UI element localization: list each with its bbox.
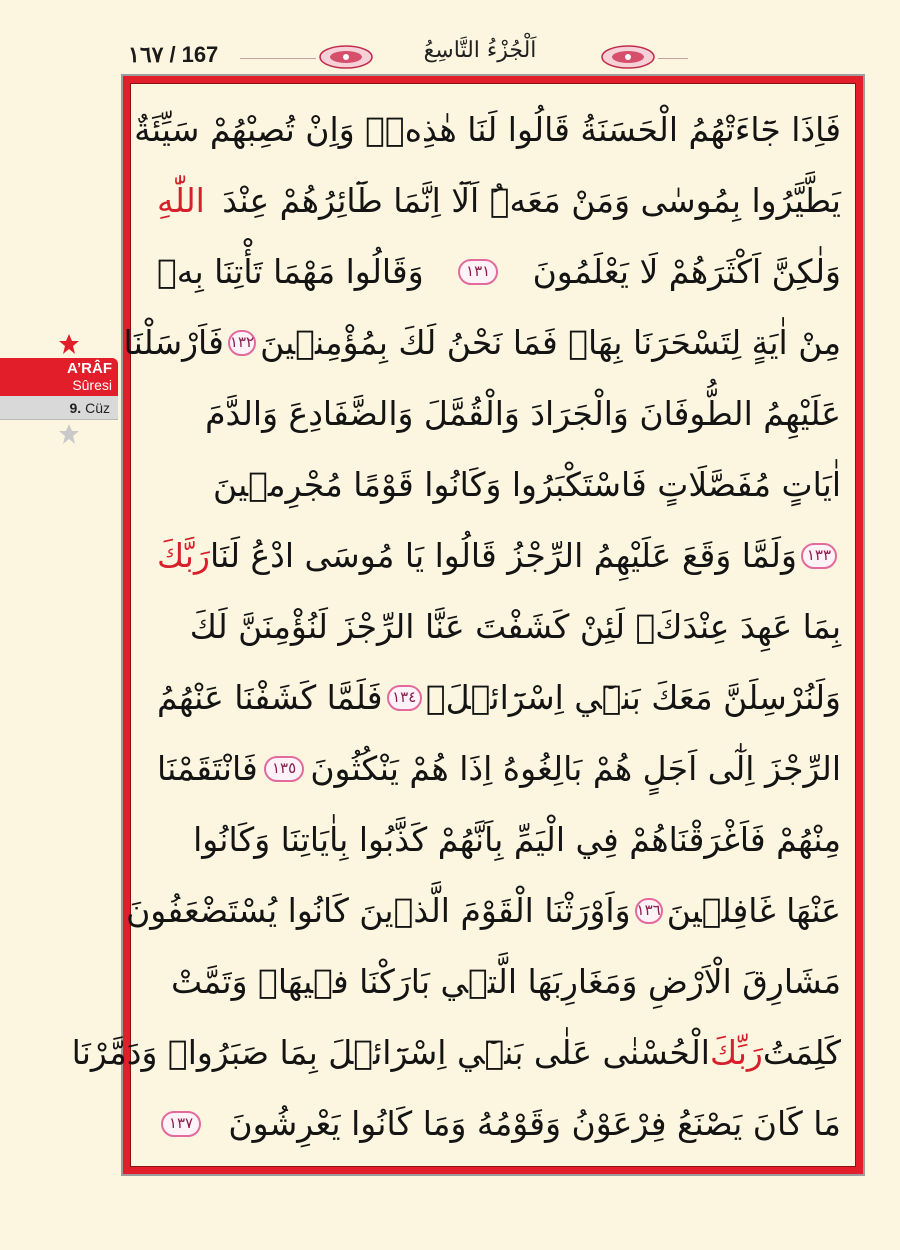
text-line bbox=[126, 875, 841, 946]
verse-text: وَلَمَّا وَقَعَ عَلَيْهِمُ الرِّجْزُ قَالُوا يَا مُوسَى ادْعُ لَنَا bbox=[209, 536, 797, 575]
text-line bbox=[157, 236, 841, 307]
text-line bbox=[71, 1017, 841, 1088]
text-line bbox=[123, 307, 841, 378]
verse-text: فَاَرْسَلْنَا bbox=[123, 323, 224, 362]
verse-text: وَلَنُرْسِلَنَّ مَعَكَ بَنٖٓي اِسْرَٓائٖلَۚ bbox=[425, 678, 841, 717]
verse-text: فَانْتَقَمْنَا bbox=[157, 749, 258, 788]
juz-title: اَلْجُزْءُ التَّاسِعُ bbox=[423, 38, 537, 63]
verse-text: وَقَالُوا مَهْمَا تَأْتِنَا بِهٖ bbox=[157, 252, 424, 291]
verse-text: يَطَّيَّرُوا بِمُوسٰى وَمَنْ مَعَهُۜ اَلَٓا اِنَّمَا طَٓائِرُهُمْ عِنْدَ bbox=[222, 181, 841, 220]
verse-text: مَا كَانَ يَصْنَعُ فِرْعَوْنُ وَقَوْمُهُ وَمَا كَانُوا يَعْرِشُونَ bbox=[228, 1104, 841, 1143]
divine-name-text: رَبَّكَ bbox=[157, 536, 210, 575]
ornament-left-icon bbox=[318, 44, 374, 70]
ayah-number-marker: ١٣٧ bbox=[161, 1111, 201, 1137]
text-line bbox=[157, 449, 841, 520]
fleur-top-icon bbox=[56, 332, 82, 358]
ayah-number-marker: ١٣٣ bbox=[801, 543, 837, 569]
ayah-number-marker: ١٣٦ bbox=[635, 898, 663, 924]
header-rule-right bbox=[658, 58, 688, 59]
verse-text: فَلَمَّا كَشَفْنَا عَنْهُمُ bbox=[157, 678, 383, 717]
text-line bbox=[157, 946, 841, 1017]
page-number-arabic: ١٦٧ bbox=[128, 42, 164, 67]
verse-text: اٰيَاتٍ مُفَصَّلَاتٍ فَاسْتَكْبَرُوا وَكَانُوا قَوْمًا مُجْرِمٖينَ bbox=[213, 465, 841, 504]
juz-label bbox=[0, 396, 118, 420]
ayah-number-marker: ١٣٥ bbox=[264, 756, 304, 782]
verse-text: مِنْ اٰيَةٍ لِتَسْحَرَنَا بِهَاۙ فَمَا نَحْنُ لَكَ بِمُؤْمِنٖينَ bbox=[260, 323, 841, 362]
surah-label bbox=[0, 358, 118, 396]
surah-tab[interactable] bbox=[0, 358, 118, 420]
surah-name: A’RÂF bbox=[67, 360, 112, 377]
text-line bbox=[157, 591, 841, 662]
verse-text: وَلٰكِنَّ اَكْثَرَهُمْ لَا يَعْلَمُونَ bbox=[532, 252, 841, 291]
text-line bbox=[157, 662, 841, 733]
page-number-separator: / bbox=[169, 42, 176, 67]
ayah-number-marker: ١٣٢ bbox=[228, 330, 256, 356]
divine-name-text: رَبِّكَ bbox=[709, 1033, 763, 1072]
text-line bbox=[157, 378, 841, 449]
divine-name-text: اللّٰهِ bbox=[157, 181, 205, 220]
page-number bbox=[128, 42, 218, 68]
text-line bbox=[157, 520, 841, 591]
verse-text: مِنْهُمْ فَاَغْرَقْنَاهُمْ فِي الْيَمِّ بِاَنَّهُمْ كَذَّبُوا بِاٰيَاتِنَا وَكَانُوا bbox=[193, 820, 841, 859]
juz-number: 9. bbox=[69, 400, 82, 416]
ayah-number-marker: ١٣٤ bbox=[387, 685, 422, 711]
verse-text: بِمَا عَهِدَ عِنْدَكَۚ لَئِنْ كَشَفْتَ عَنَّا الرِّجْزَ لَنُؤْمِنَنَّ لَكَ bbox=[189, 607, 841, 646]
text-line bbox=[157, 1088, 841, 1159]
page-number-latin: 167 bbox=[181, 42, 219, 67]
ornament-right-icon bbox=[600, 44, 656, 70]
verse-text: مَشَارِقَ الْاَرْضِ وَمَغَارِبَهَا الَّتٖي بَارَكْنَا فٖيهَاۜ وَتَمَّتْ bbox=[170, 962, 841, 1001]
text-line bbox=[157, 804, 841, 875]
text-line bbox=[157, 165, 841, 236]
header-rule-left bbox=[240, 58, 316, 59]
verse-text: كَلِمَتُ bbox=[762, 1033, 841, 1072]
page-header bbox=[0, 38, 900, 78]
ayah-number-marker: ١٣١ bbox=[458, 259, 498, 285]
surah-word: Sûresi bbox=[72, 377, 112, 393]
verse-text: الْحُسْنٰى عَلٰى بَنٖٓي اِسْرَٓائٖلَ بِمَا صَبَرُواۜ وَدَمَّرْنَا bbox=[71, 1033, 710, 1072]
text-line bbox=[134, 94, 841, 165]
fleur-bottom-icon bbox=[56, 422, 82, 448]
verse-text: فَاِذَا جَٓاءَتْهُمُ الْحَسَنَةُ قَالُوا لَنَا هٰذِهٖۚ وَاِنْ تُصِبْهُمْ سَيِّئَةٌ bbox=[134, 110, 841, 149]
juz-word: Cüz bbox=[85, 400, 110, 416]
verse-text: الرِّجْزَ اِلٰٓى اَجَلٍ هُمْ بَالِغُوهُ اِذَا هُمْ يَنْكُثُونَ bbox=[310, 749, 841, 788]
verse-text: عَنْهَا غَافِلٖينَ bbox=[666, 891, 841, 930]
text-line bbox=[157, 733, 841, 804]
verse-text: وَاَوْرَثْنَا الْقَوْمَ الَّذٖينَ كَانُوا يُسْتَضْعَفُونَ bbox=[126, 891, 631, 930]
verse-text: عَلَيْهِمُ الطُّوفَانَ وَالْجَرَادَ وَالْقُمَّلَ وَالضَّفَادِعَ وَالدَّمَ bbox=[205, 394, 841, 433]
